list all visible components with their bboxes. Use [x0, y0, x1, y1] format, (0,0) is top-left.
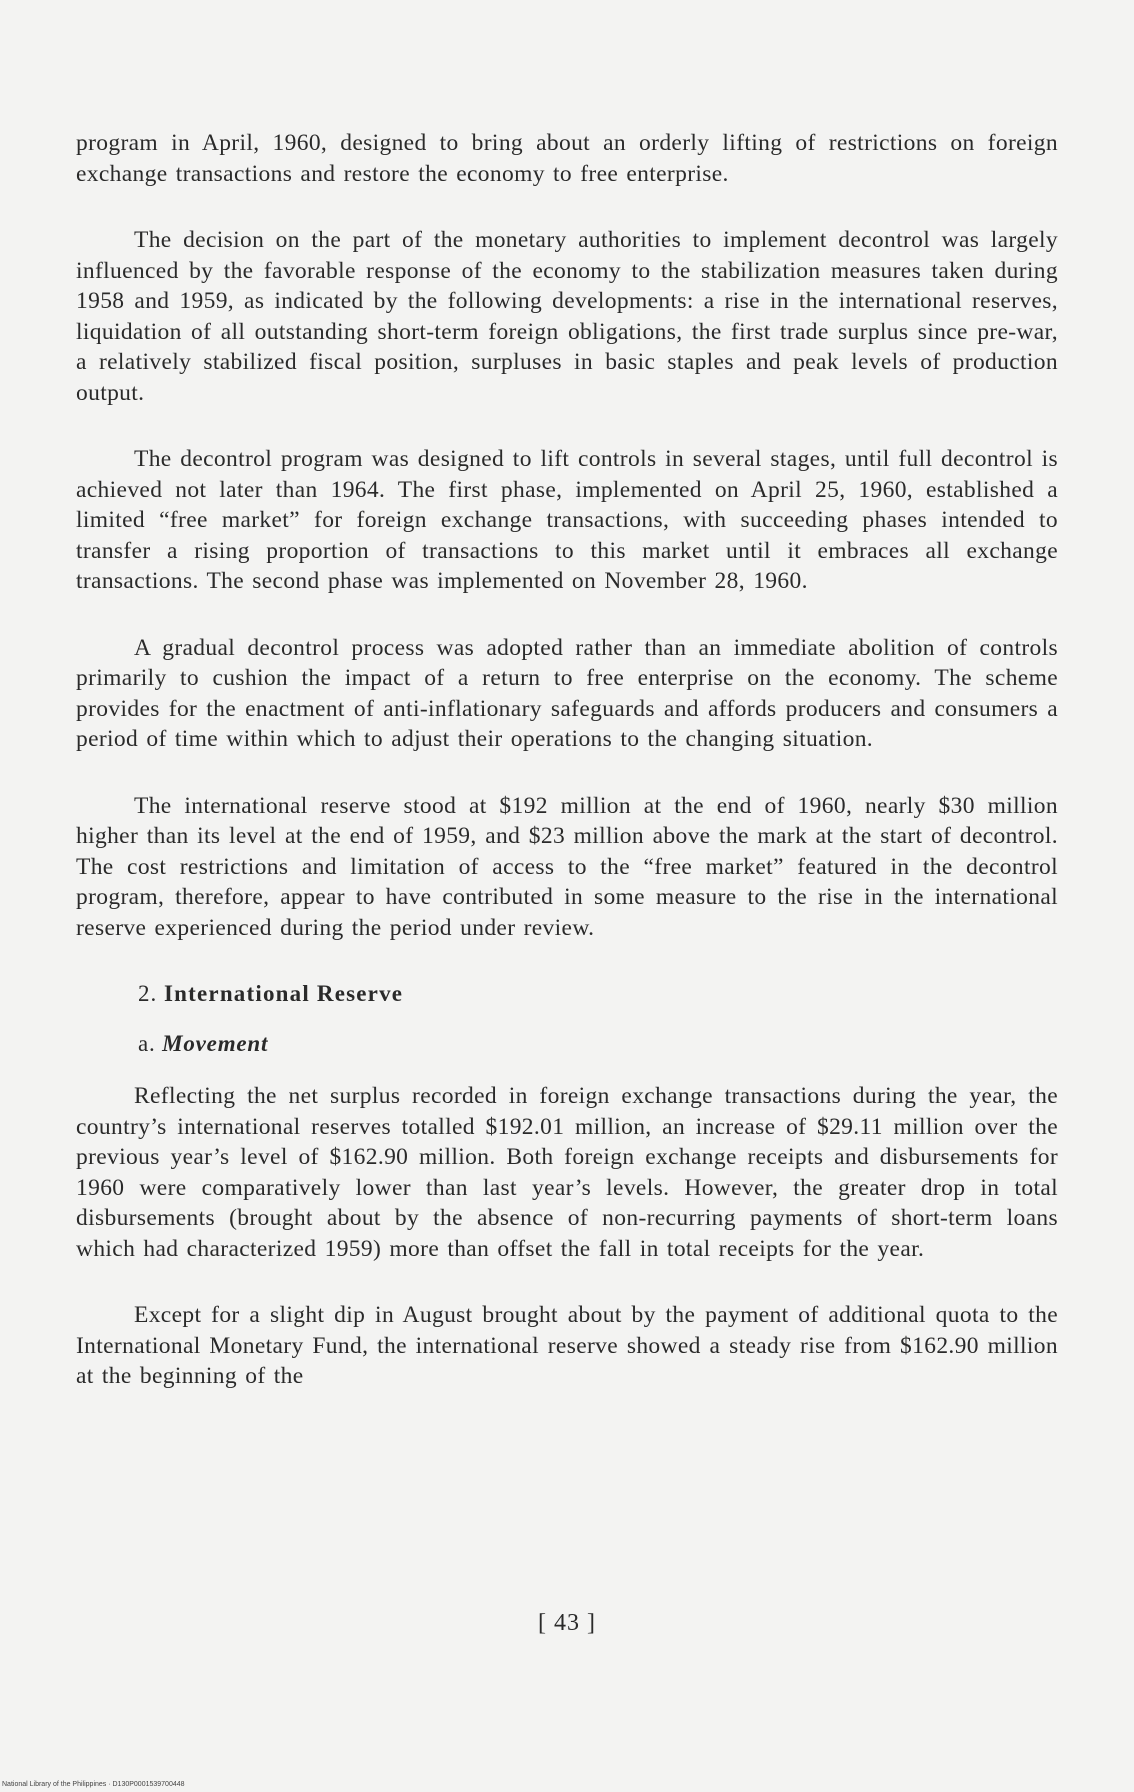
paragraph: A gradual decontrol process was adopted rather than an immediate abolition of controls primarily to cushion the impact of a return to free enterprise on the economy. The scheme provides for the enactment of anti-inflationary safeguards and affords producers and consumers a period of time within which to adjust their operations to the changing situation.	[76, 634, 1058, 752]
page-content	[76, 128, 1058, 1428]
section-heading	[138, 979, 1058, 1009]
paragraph: Except for a slight dip in August brought about by the payment of additional quota to the International Monetary Fund, the international reserve showed a steady rise from $162.90 million at the beginning of the	[76, 1302, 1058, 1389]
paragraph: The decision on the part of the monetary authorities to implement decontrol was largely influenced by the favorable response of the economy to the stabilization measures taken during 1958 and 1959, as indicated by the following developments: a rise in the international reserves, liquidation of all outstanding short-term foreign obligations, the first trade surplus since pre-war, a relatively stabilized fiscal position, surpluses in basic staples and peak levels of production output.	[76, 227, 1058, 406]
paragraph: The international reserve stood at $192 million at the end of 1960, nearly $30 million higher than its level at the end of 1959, and $23 million above the mark at the start of decontrol. The cost restrictions and limitation of access to the “free market” featured in the decontrol program, therefore, appear to have contributed in some measure to the rise in the international reserve experienced during the period under review.	[76, 792, 1058, 941]
subsection-title: Movement	[162, 1031, 269, 1056]
footer-credit: National Library of the Philippines · D130P0001539700448	[2, 1781, 185, 1788]
paragraph: Reflecting the net surplus recorded in foreign exchange transactions during the year, the country’s international reserves totalled $192.01 million, an increase of $29.11 million over the previous year’s level of $162.90 million. Both foreign exchange receipts and disbursements for 1960 were comparatively lower than last year’s levels. However, the greater drop in total disbursements (brought about by the absence of non-recurring payments of short-term loans which had characterized 1959) more than offset the fall in total receipts for the year.	[76, 1083, 1058, 1262]
section-number: 2.	[138, 981, 158, 1006]
subsection-heading	[138, 1029, 1058, 1059]
paragraph: program in April, 1960, designed to bring about an orderly lifting of restrictions on foreign exchange transactions and restore the economy to free enterprise.	[76, 130, 1058, 187]
subsection-letter: a.	[138, 1031, 156, 1056]
section-title: International Reserve	[164, 981, 404, 1006]
page-number: [ 43 ]	[538, 1610, 596, 1636]
paragraph: The decontrol program was designed to lift controls in several stages, until full decontrol is achieved not later than 1964. The first phase, implemented on April 25, 1960, established a limited “free market” for foreign exchange transactions, with succeeding phases intended to transfer a rising proportion of transactions to this market until it embraces all exchange transactions. The second phase was implemented on November 28, 1960.	[76, 446, 1058, 594]
